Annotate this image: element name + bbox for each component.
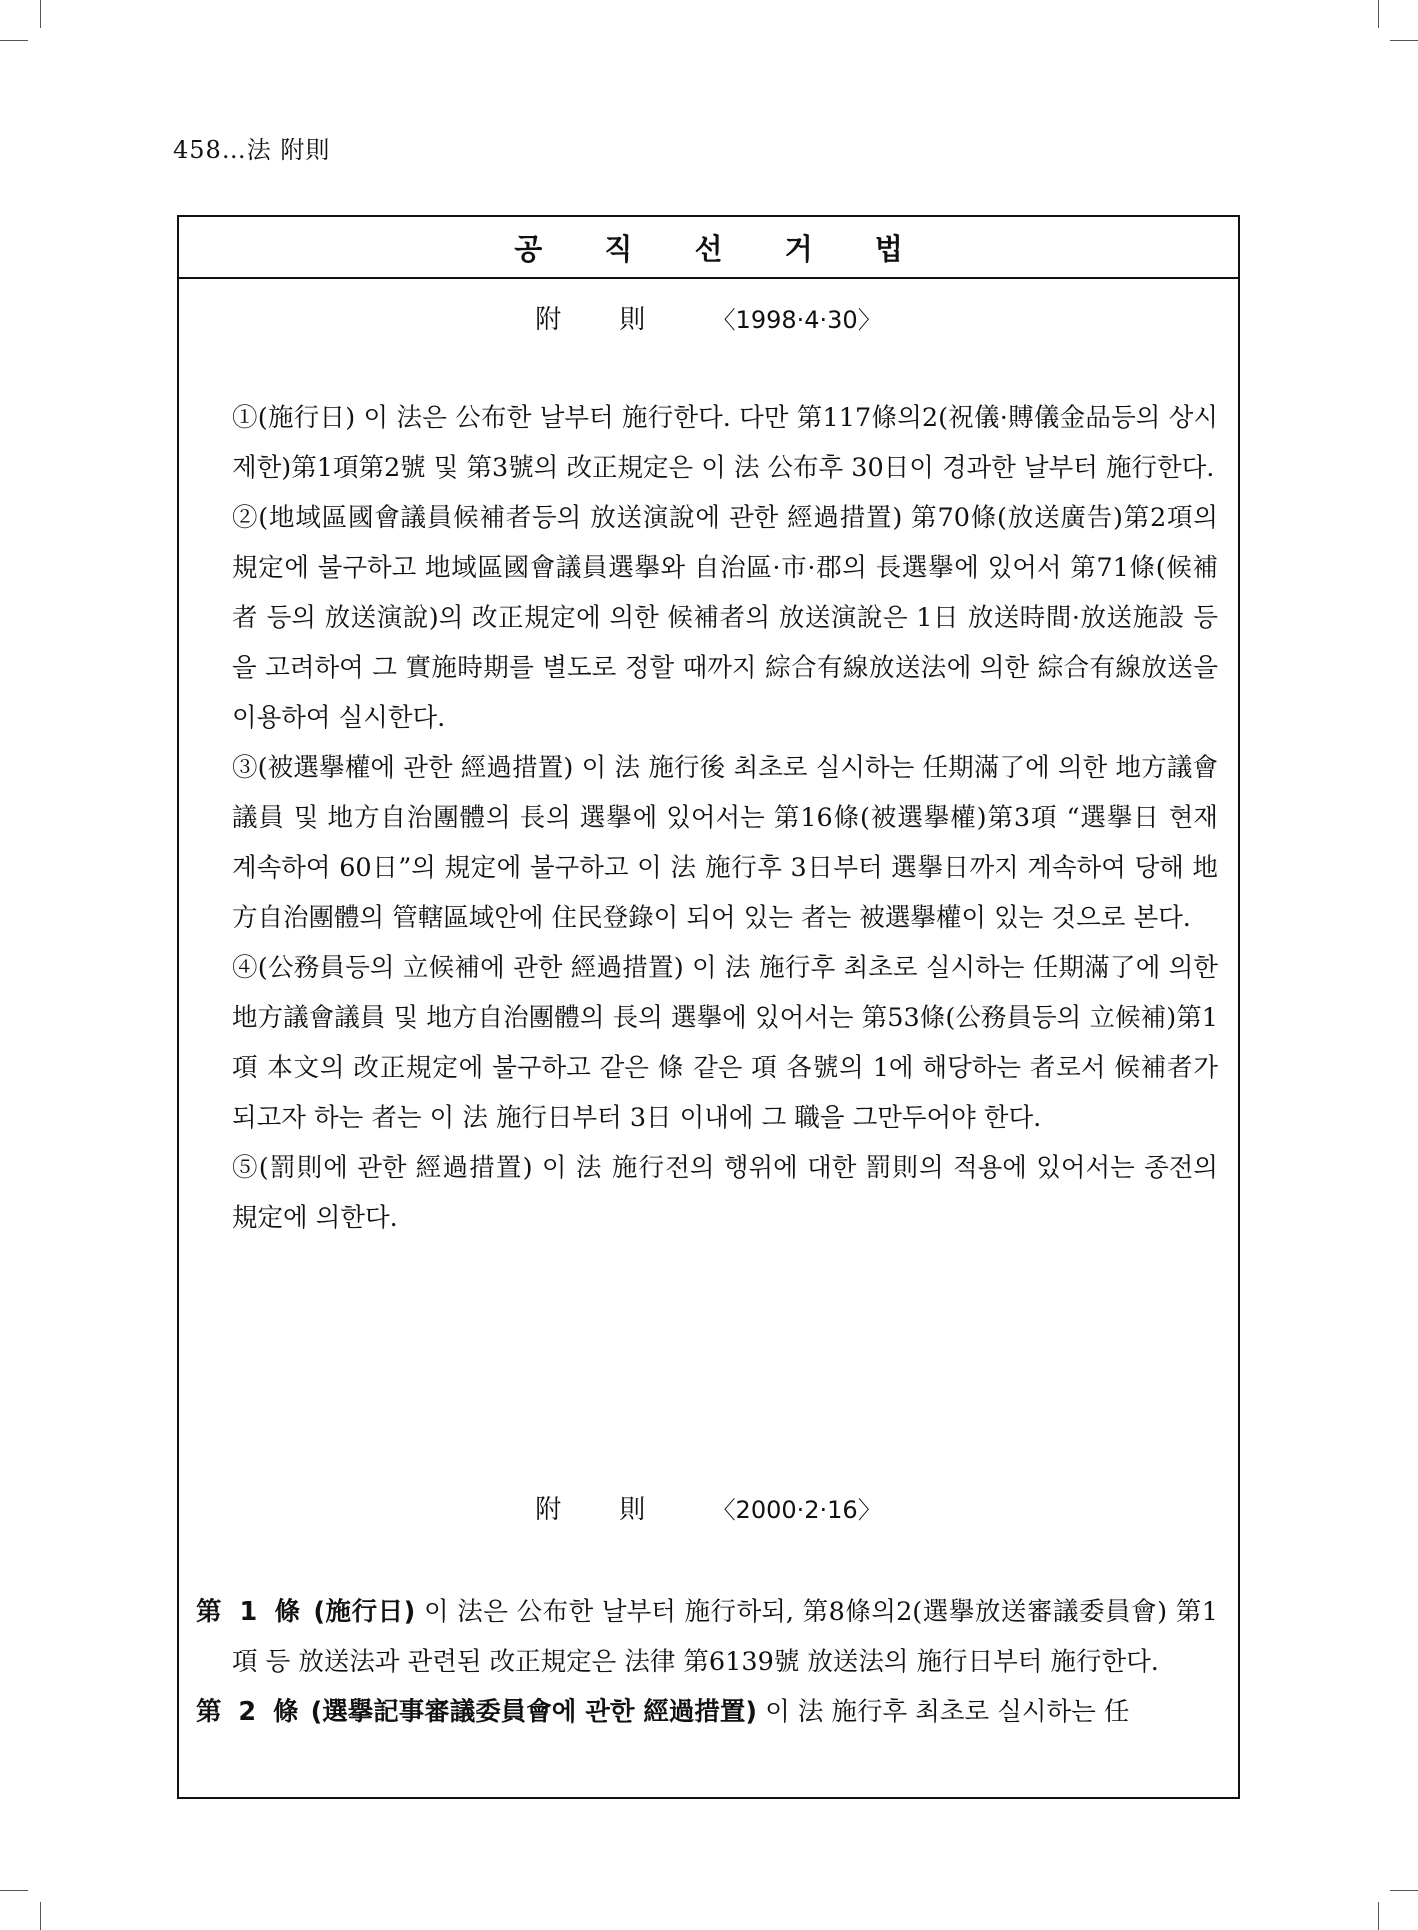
section-date: 〈2000·2·16〉 [711, 1496, 882, 1524]
section-label: 附則 [535, 1495, 704, 1525]
crop-mark [40, 0, 41, 28]
clause: ①(施行日) 이 法은 公布한 날부터 施行한다. 다만 第117條의2(祝儀·賻儀金品등의 상시제한)第1項第2號 및 第3號의 改正規定은 이 法 公布후 30日이 경과한 날부터 施行한다. [232, 403, 1218, 483]
article-list [196, 1587, 1218, 1737]
crop-mark [1378, 1902, 1379, 1930]
crop-mark [0, 1890, 28, 1891]
article-number: 第 2 條 [196, 1697, 303, 1727]
law-box [177, 215, 1240, 1799]
crop-mark [1378, 0, 1379, 28]
crop-mark [1390, 1890, 1418, 1891]
section-label: 附則 [535, 305, 704, 335]
crop-mark [40, 1902, 41, 1930]
article-text: 이 法은 公布한 날부터 施行하되, 第8條의2(選擧放送審議委員會) 第1項 등 放送法과 관련된 改正規定은 法律 第6139號 放送法의 施行日부터 施行한다. [232, 1597, 1219, 1677]
article-number: 第 1 條 [196, 1597, 305, 1627]
article-heading: (施行日) [313, 1597, 416, 1627]
crop-mark [1390, 40, 1418, 41]
clause: ④(公務員등의 立候補에 관한 經過措置) 이 法 施行후 최초로 실시하는 任期滿了에 의한 地方議會議員 및 地方自治團體의 長의 選擧에 있어서는 第53條(公務員등의 立候補)第1項 本文의 改正規定에 불구하고 같은 條 같은 項 各號의 1에 해당하는 者로서 候補者가 되고자 하는 者는 이 法 施行日부터 3日 이내에 그 職을 그만두어야 한다. [232, 953, 1219, 1133]
crop-mark [0, 40, 28, 41]
article-heading: (選擧記事審議委員會에 관한 經過措置) [310, 1697, 758, 1727]
section-heading [179, 299, 1238, 336]
running-header: 458…法 附則 [173, 136, 331, 164]
article [196, 1587, 1218, 1687]
clause: ③(被選擧權에 관한 經過措置) 이 法 施行後 최초로 실시하는 任期滿了에 의한 地方議會議員 및 地方自治團體의 長의 選擧에 있어서는 第16條(被選擧權)第3項 “選擧日 현재 계속하여 60日”의 規定에 불구하고 이 法 施行후 3日부터 選擧日까지 계속하여 당해 地方自治團體의 管轄區域안에 住民登錄이 되어 있는 者는 被選擧權이 있는 것으로 본다. [232, 753, 1218, 933]
law-title: 공 직 선 거 법 [179, 217, 1238, 279]
article [196, 1687, 1218, 1737]
clause: ⑤(罰則에 관한 經過措置) 이 法 施行전의 행위에 대한 罰則의 적용에 있어서는 종전의 規定에 의한다. [232, 1153, 1218, 1233]
section-heading [179, 1489, 1238, 1526]
section-date: 〈1998·4·30〉 [711, 306, 882, 334]
clause-list [232, 393, 1218, 1243]
article-text: 이 法 施行후 최초로 실시하는 任 [765, 1697, 1130, 1727]
clause: ②(地域區國會議員候補者등의 放送演說에 관한 經過措置) 第70條(放送廣告)第2項의 規定에 불구하고 地域區國會議員選擧와 自治區·市·郡의 長選擧에 있어서 第71條(候補者 등의 放送演說)의 改正規定에 의한 候補者의 放送演說은 1日 放送時間·放送施設 등을 고려하여 그 實施時期를 별도로 정할 때까지 綜合有線放送法에 의한 綜合有線放送을 이용하여 실시한다. [232, 503, 1218, 733]
